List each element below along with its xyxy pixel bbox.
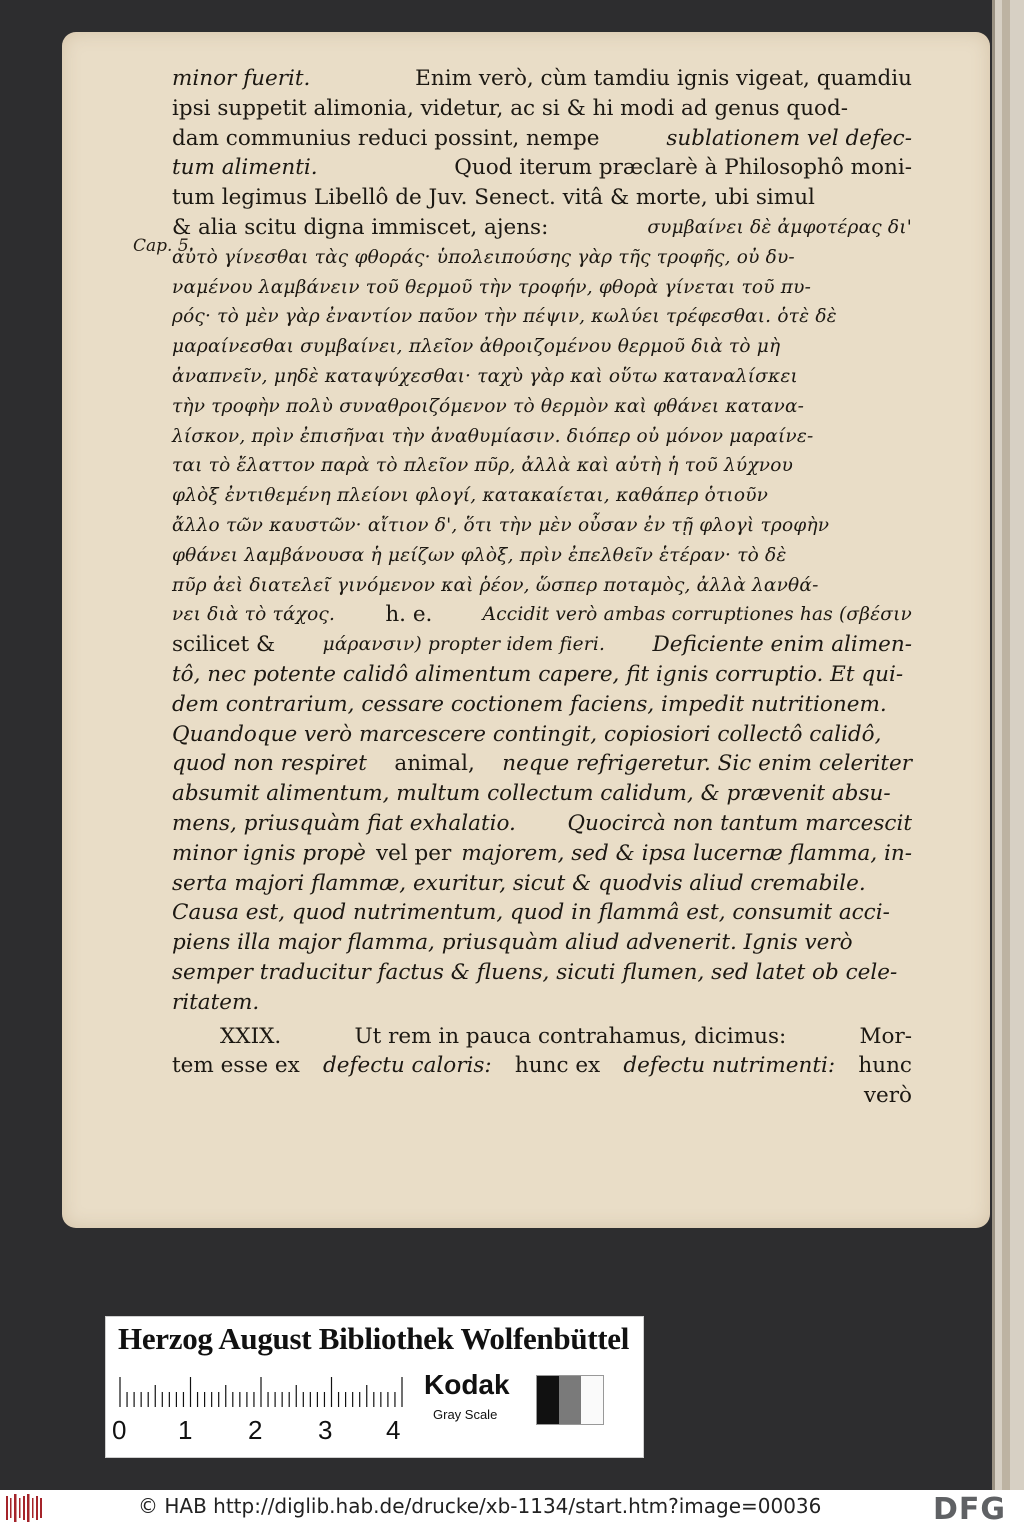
text-segment: sublationem vel defec- bbox=[666, 125, 912, 151]
text-line bbox=[172, 720, 912, 750]
text-line bbox=[172, 362, 912, 392]
text-segment: dem contrarium, cessare coctionem faciens, impedit nutritionem. bbox=[172, 691, 887, 717]
text-line bbox=[172, 988, 912, 1018]
black-swatch bbox=[537, 1376, 559, 1424]
text-segment: defectu caloris: bbox=[323, 1053, 492, 1079]
ruler-scale bbox=[118, 1377, 406, 1407]
ruler-number: 2 bbox=[248, 1415, 263, 1445]
dfg-logo: DFG bbox=[933, 1492, 1007, 1527]
text-segment: λίσκον, πρὶν ἐπισῆναι τὴν ἀναθυμίασιν. διόπερ οὐ μόνον μαραίνε- bbox=[172, 425, 814, 447]
text-segment: Quocircà non tantum marcescit bbox=[567, 810, 912, 836]
text-segment: ρός· τὸ μὲν γὰρ ἐναντίον παῦον τὴν πέψιν, κωλύει τρέφεσθαι. ὁτὲ δὲ bbox=[172, 306, 837, 328]
text-segment: tum alimenti. bbox=[172, 155, 318, 181]
text-segment: Deficiente enim alimen- bbox=[652, 632, 912, 658]
text-line bbox=[172, 600, 912, 630]
gray-swatch bbox=[559, 1376, 581, 1424]
text-line bbox=[172, 302, 912, 332]
ruler-number: 4 bbox=[386, 1415, 401, 1445]
text-segment: Mor- bbox=[859, 1023, 912, 1049]
text-line bbox=[172, 1081, 912, 1111]
source-url[interactable]: © HAB http://diglib.hab.de/drucke/xb-1134/start.htm?image=00036 bbox=[138, 1494, 822, 1518]
text-segment: piens illa major flamma, priusquàm aliud advenerit. Ignis verò bbox=[172, 930, 853, 956]
library-name: Herzog August Bibliothek Wolfenbüttel bbox=[118, 1321, 630, 1356]
text-segment: h. e. bbox=[385, 602, 433, 628]
text-line bbox=[172, 94, 912, 124]
text-segment: νει διὰ τὸ τάχος. bbox=[172, 604, 336, 626]
text-line bbox=[172, 64, 912, 94]
text-segment: αὐτὸ γίνεσθαι τὰς φθοράς· ὑπολειπούσης γὰρ τῆς τροφῆς, οὐ δυ- bbox=[172, 246, 795, 268]
text-segment: hunc ex bbox=[514, 1053, 601, 1079]
library-color-card bbox=[105, 1316, 644, 1458]
ruler-number: 1 bbox=[178, 1415, 193, 1445]
text-segment: neque refrigeretur. Sic enim celeriter bbox=[502, 751, 912, 777]
gray-scale-label: Gray Scale bbox=[433, 1407, 498, 1422]
text-segment: τὴν τροφὴν πολὺ συναθροιζόμενον τὸ θερμὸν καὶ φθάνει κατανα- bbox=[172, 395, 805, 417]
text-segment: ἀναπνεῖν, μηδὲ καταψύχεσθαι· ταχὺ γὰρ καὶ οὕτω καταναλίσκει bbox=[172, 365, 798, 387]
text-segment: scilicet & bbox=[172, 632, 276, 658]
text-segment: absumit alimentum, multum collectum calidum, & prævenit absu- bbox=[172, 781, 891, 807]
ruler-number: 3 bbox=[318, 1415, 333, 1445]
text-segment: Enim verò, cùm tamdiu ignis vigeat, quamdiu bbox=[415, 66, 912, 91]
text-segment: defectu nutrimenti: bbox=[623, 1053, 836, 1079]
text-segment: μάρανσιν) propter idem fieri. bbox=[322, 634, 606, 656]
kodak-logo: Kodak bbox=[424, 1369, 510, 1400]
text-line bbox=[172, 124, 912, 154]
text-line bbox=[172, 928, 912, 958]
text-line bbox=[172, 839, 912, 869]
adjacent-page-edge bbox=[992, 0, 1024, 1490]
text-segment: XXIX. bbox=[220, 1023, 282, 1049]
text-segment: mens, priusquàm fiat exhalatio. bbox=[172, 810, 516, 836]
text-line bbox=[172, 1051, 912, 1081]
text-line bbox=[172, 690, 912, 720]
text-segment: tum legimus Libellô de Juv. Senect. vitâ & morte, ubi simul bbox=[172, 185, 815, 211]
text-segment: quod non respiret bbox=[172, 751, 367, 777]
text-segment: Causa est, quod nutrimentum, quod in flammâ est, consumit acci- bbox=[172, 900, 890, 926]
text-line bbox=[172, 273, 912, 303]
text-line bbox=[172, 213, 912, 243]
text-segment: tô, nec potente calidô alimentum capere, fit ignis corruptio. Et qui- bbox=[172, 661, 904, 687]
text-line bbox=[172, 1022, 912, 1052]
text-segment: φλὸξ ἐντιθεμένη πλείονι φλογί, κατακαίεται, καθάπερ ὁτιοῦν bbox=[172, 485, 769, 507]
text-segment: vel per bbox=[375, 840, 452, 866]
ruler-numbers bbox=[108, 1415, 408, 1445]
text-segment: Quod iterum præclarè à Philosophô moni- bbox=[454, 155, 912, 181]
text-line bbox=[172, 749, 912, 779]
text-line bbox=[172, 571, 912, 601]
text-line bbox=[172, 153, 912, 183]
text-line bbox=[172, 869, 912, 899]
text-line bbox=[172, 541, 912, 571]
text-line bbox=[172, 809, 912, 839]
footer-bar bbox=[0, 1490, 1024, 1527]
text-segment: ται τὸ ἔλαττον παρὰ τὸ πλεῖον πῦρ, ἀλλὰ καὶ αὐτὴ ἡ τοῦ λύχνου bbox=[172, 455, 794, 477]
gray-swatches bbox=[536, 1375, 604, 1425]
text-line bbox=[172, 183, 912, 213]
text-line bbox=[172, 392, 912, 422]
text-line bbox=[172, 630, 912, 660]
text-line bbox=[172, 958, 912, 988]
page-text bbox=[172, 64, 912, 1111]
text-line bbox=[172, 451, 912, 481]
text-segment: semper traducitur factus & fluens, sicuti flumen, sed latet ob cele- bbox=[172, 959, 898, 985]
margin-note: Cap. 5. bbox=[133, 236, 195, 256]
text-segment: φθάνει λαμβάνουσα ἡ μείζων φλὸξ, πρὶν ἐπελθεῖν ἑτέραν· τὸ δὲ bbox=[172, 544, 787, 566]
text-segment: serta majori flammæ, exuritur, sicut & quodvis aliud cremabile. bbox=[172, 870, 866, 896]
text-segment: ἄλλο τῶν καυστῶν· αἴτιον δ', ὅτι τὴν μὲν οὖσαν ἐν τῇ φλογὶ τροφὴν bbox=[172, 514, 830, 536]
text-line bbox=[172, 243, 912, 273]
text-segment: verò bbox=[863, 1083, 912, 1109]
text-segment: Ut rem in pauca contrahamus, dicimus: bbox=[354, 1023, 787, 1049]
text-segment: tem esse ex bbox=[172, 1053, 300, 1079]
text-segment: majorem, sed & ipsa lucernæ flamma, in- bbox=[461, 840, 912, 866]
text-segment: minor ignis propè bbox=[172, 840, 366, 866]
text-segment: Accidit verò ambas corruptiones has (σβέσιν bbox=[482, 604, 912, 626]
text-segment: animal, bbox=[394, 751, 475, 777]
text-line bbox=[172, 481, 912, 511]
barcode-icon bbox=[6, 1494, 44, 1522]
text-segment: συμβαίνει δὲ ἀμφοτέρας δι' bbox=[647, 216, 912, 238]
white-swatch bbox=[581, 1376, 603, 1424]
text-segment: ναμένου λαμβάνειν τοῦ θερμοῦ τὴν τροφήν, φθορὰ γίνεται τοῦ πυ- bbox=[172, 276, 812, 298]
text-segment: πῦρ ἀεὶ διατελεῖ γινόμενον καὶ ῥέον, ὥσπερ ποταμὸς, ἀλλὰ λανθά- bbox=[172, 574, 819, 596]
ruler-number: 0 bbox=[112, 1415, 127, 1445]
text-segment: μαραίνεσθαι συμβαίνει, πλεῖον ἀθροιζομένου θερμοῦ διὰ τὸ μὴ bbox=[172, 336, 781, 358]
text-line bbox=[172, 332, 912, 362]
text-segment: hunc bbox=[858, 1053, 912, 1079]
text-line bbox=[172, 660, 912, 690]
text-segment: & alia scitu digna immiscet, ajens: bbox=[172, 214, 549, 240]
text-line bbox=[172, 898, 912, 928]
text-segment: dam communius reduci possint, nempe bbox=[172, 125, 600, 151]
text-line bbox=[172, 511, 912, 541]
text-segment: Quandoque verò marcescere contingit, copiosiori collectô calidô, bbox=[172, 721, 882, 747]
text-line bbox=[172, 422, 912, 452]
text-line bbox=[172, 779, 912, 809]
text-segment: minor fuerit. bbox=[172, 66, 311, 91]
text-segment: ipsi suppetit alimonia, videtur, ac si & hi modi ad genus quod- bbox=[172, 95, 849, 121]
text-segment: ritatem. bbox=[172, 989, 260, 1015]
